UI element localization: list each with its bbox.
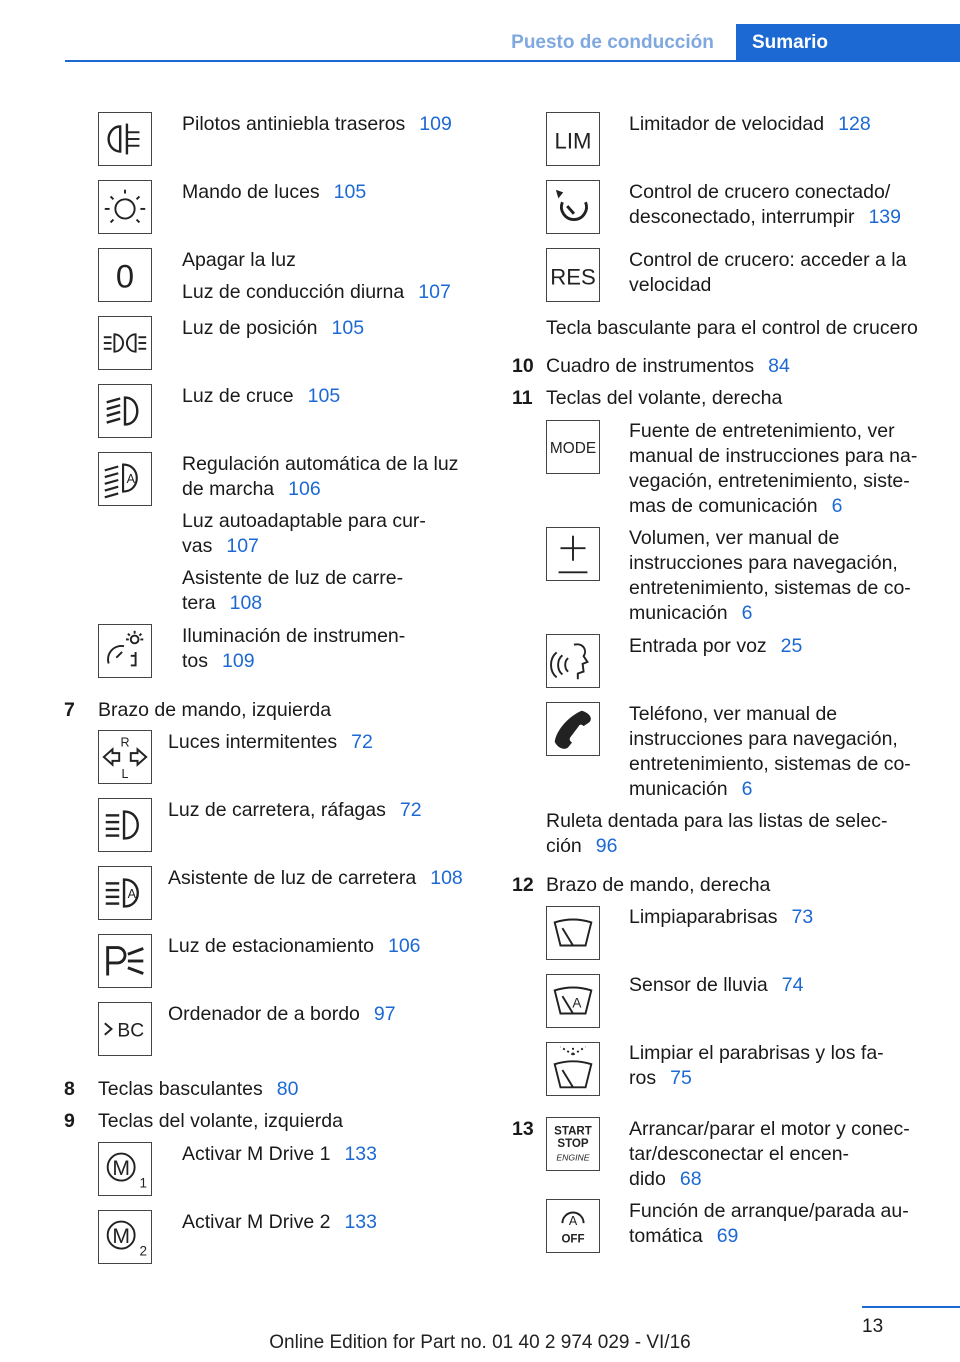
icon-label: MODE [549, 439, 597, 457]
header-section-title: Puesto de conducción [511, 32, 714, 53]
item-label: Luces intermitentes [168, 731, 338, 753]
item-label: Limitador de velocidad [629, 113, 825, 135]
item-label: mas de comunicación [629, 495, 818, 517]
section-number: 11 [512, 387, 533, 409]
item-label: Ordenador de a bordo [168, 1003, 360, 1025]
page-link[interactable]: 25 [780, 635, 803, 657]
item-auto-headlight [182, 452, 458, 616]
parking-lights-icon [98, 316, 152, 370]
footer-rule [862, 1306, 960, 1308]
svg-text:0: 0 [115, 257, 135, 295]
page-link[interactable]: 133 [344, 1143, 377, 1165]
light-switch-icon [98, 180, 152, 234]
mode-button-icon [546, 420, 600, 474]
item-label: Fuente de entretenimiento, ver [629, 420, 895, 442]
item-m-drive-1 [182, 1142, 377, 1167]
item-label: tera [182, 592, 216, 614]
section-number: 9 [64, 1110, 75, 1132]
item-label: Regulación automática de la luz [182, 453, 459, 475]
item-speed-limiter [629, 112, 871, 137]
section-title: Brazo de mando, izquierda [98, 699, 332, 721]
section-title-text: Cuadro de instrumentos [546, 355, 755, 377]
page-link[interactable]: 139 [868, 206, 901, 228]
icon-letter: A [127, 886, 136, 901]
page-link[interactable]: 106 [288, 478, 321, 500]
icon-label: OFF [561, 1233, 585, 1246]
page-link[interactable]: 105 [331, 317, 365, 339]
item-light-switch [182, 180, 366, 205]
rear-fog-light-icon [98, 112, 152, 166]
item-label: Arrancar/parar el motor y conec- [629, 1118, 910, 1140]
icon-letter: R [120, 735, 130, 750]
item-voice-input [629, 634, 802, 659]
page-link[interactable]: 72 [351, 731, 373, 753]
m-drive-2-icon [98, 1210, 152, 1264]
voice-input-icon [546, 634, 600, 688]
item-label: vas [182, 535, 213, 557]
item-wipers [629, 905, 813, 930]
volume-icon [546, 527, 600, 581]
turn-signal-icon [98, 730, 152, 784]
page-link[interactable]: 6 [741, 778, 753, 800]
item-entertainment-source [629, 419, 917, 519]
item-high-beam [168, 798, 422, 823]
icon-label: 2 [139, 1243, 148, 1259]
page-link[interactable]: 84 [768, 355, 790, 377]
item-label: tos [182, 650, 209, 672]
washer-icon [546, 1042, 600, 1096]
item-label: Luz de cruce [182, 385, 294, 407]
item-label: Mando de luces [182, 181, 320, 203]
item-label: velocidad [629, 274, 712, 296]
item-lights-off [182, 248, 451, 305]
item-label: manual de instrucciones para na- [629, 445, 918, 467]
instrument-lighting-icon [98, 624, 152, 678]
item-label: ros [629, 1067, 657, 1089]
page-link[interactable]: 96 [595, 835, 618, 857]
page-link[interactable]: 108 [229, 592, 263, 614]
lights-off-icon [98, 248, 152, 302]
item-label: Luz autoadaptable para cur- [182, 510, 426, 532]
item-cruise-control [629, 180, 901, 230]
icon-letter: A [572, 995, 582, 1011]
item-label: Teléfono, ver manual de [629, 703, 838, 725]
page-link[interactable]: 106 [387, 935, 421, 957]
page-link[interactable]: 128 [838, 113, 871, 135]
icon-letter: A [568, 1214, 578, 1229]
item-parking-lights [182, 316, 364, 341]
icon-label: STOP [557, 1137, 589, 1150]
page-link[interactable]: 105 [307, 385, 341, 407]
item-label: desconectado, interrumpir [629, 206, 855, 228]
phone-icon [546, 702, 600, 756]
item-label: Función de arranque/parada au- [629, 1200, 909, 1222]
item-label: vegación, entretenimiento, siste- [629, 470, 910, 492]
item-label: entretenimiento, sistemas de co- [629, 753, 911, 775]
page-link[interactable]: 80 [276, 1078, 299, 1100]
item-label: de marcha [182, 478, 275, 500]
item-label: Entrada por voz [629, 635, 767, 657]
page-link[interactable]: 108 [430, 867, 463, 889]
wiper-icon [546, 906, 600, 960]
item-label: Limpiar el parabrisas y los fa- [629, 1042, 884, 1064]
page-link[interactable]: 75 [670, 1067, 692, 1089]
item-turn-signals [168, 730, 373, 755]
section-title-text: Teclas basculantes [98, 1078, 263, 1100]
icon-label: START [554, 1125, 592, 1138]
item-label: municación [629, 778, 728, 800]
icon-letter: A [126, 471, 135, 486]
item-label: Luz de posición [182, 317, 318, 339]
section-number: 12 [512, 874, 534, 896]
item-label: Sensor de lluvia [629, 974, 768, 996]
onboard-computer-icon [98, 1002, 152, 1056]
item-parking-light [168, 934, 421, 959]
edition-footer: Online Edition for Part no. 01 40 2 974 029 - VI/16 [269, 1332, 691, 1353]
icon-letter: L [121, 767, 129, 782]
item-label: tar/desconectar el encen- [629, 1143, 850, 1165]
auto-start-stop-icon [546, 1199, 600, 1253]
item-label: Activar M Drive 1 [182, 1143, 331, 1165]
item-label: Activar M Drive 2 [182, 1211, 331, 1233]
item-label: Luz de estacionamiento [168, 935, 374, 957]
item-phone [629, 702, 911, 802]
item-label: municación [629, 602, 728, 624]
page-link[interactable]: 69 [716, 1225, 739, 1247]
parking-light-p-icon [98, 934, 152, 988]
page-link[interactable]: 73 [791, 906, 814, 928]
item-rain-sensor [629, 973, 803, 998]
section-title [546, 354, 790, 379]
page-link[interactable]: 107 [226, 535, 259, 557]
item-label: entretenimiento, sistemas de co- [629, 577, 911, 599]
page-link[interactable]: 97 [373, 1003, 396, 1025]
page-link[interactable]: 109 [419, 113, 452, 135]
item-volume [629, 526, 911, 626]
item-label: Limpiaparabrisas [629, 906, 778, 928]
icon-label: M [112, 1224, 130, 1248]
speed-limiter-icon [546, 112, 600, 166]
thumbwheel-label [546, 809, 887, 859]
item-label: Control de crucero: acceder a la [629, 249, 907, 271]
section-title: Brazo de mando, derecha [546, 874, 771, 896]
section-title: Teclas del volante, izquierda [98, 1110, 343, 1132]
item-label: Pilotos antiniebla traseros [182, 113, 406, 135]
item-label: Luz de carretera, ráfagas [168, 799, 386, 821]
section-number: 10 [512, 355, 534, 377]
header-rule [65, 60, 960, 62]
cruise-rocker-label: Tecla basculante para el control de crucero [546, 317, 918, 339]
page-link[interactable]: 105 [333, 181, 367, 203]
item-high-beam-assistant [168, 866, 463, 891]
item-label: instrucciones para navegación, [629, 728, 898, 750]
header-tab-sumario[interactable]: Sumario [736, 24, 960, 62]
icon-label: 1 [139, 1175, 148, 1191]
item-label: Luz de conducción diurna [182, 281, 405, 303]
item-label: Iluminación de instrumen- [182, 625, 406, 647]
section-number: 8 [64, 1078, 75, 1100]
section-number: 7 [64, 699, 75, 721]
page-link[interactable]: 6 [831, 495, 843, 517]
page-number: 13 [862, 1316, 884, 1337]
m-drive-1-icon [98, 1142, 152, 1196]
item-washer [629, 1041, 884, 1091]
item-label: Volumen, ver manual de [629, 527, 840, 549]
item-label: tomática [629, 1225, 703, 1247]
section-title: Teclas del volante, derecha [546, 387, 783, 409]
page-link[interactable]: 68 [679, 1168, 702, 1190]
item-instrument-lighting [182, 624, 405, 674]
icon-label: RES [550, 264, 596, 290]
auto-headlight-icon [98, 452, 152, 506]
icon-label: ENGINE [556, 1152, 590, 1163]
rain-sensor-icon [546, 974, 600, 1028]
item-label: Asistente de luz de carretera [168, 867, 417, 889]
item-resume-speed [629, 248, 906, 298]
resume-speed-icon [546, 248, 600, 302]
item-rear-fog [182, 112, 452, 137]
item-low-beam [182, 384, 340, 409]
page-link[interactable]: 72 [399, 799, 422, 821]
item-label: Control de crucero conectado/ [629, 181, 891, 203]
item-onboard-computer [168, 1002, 396, 1027]
item-label: Apagar la luz [182, 249, 296, 271]
item-label: Ruleta dentada para las listas de selec- [546, 810, 888, 832]
item-label: Asistente de luz de carre- [182, 567, 404, 589]
high-beam-icon [98, 798, 152, 852]
section-title [98, 1077, 298, 1102]
item-auto-start-stop [629, 1199, 909, 1249]
icon-label: LIM [554, 128, 592, 154]
cruise-control-icon [546, 180, 600, 234]
item-label: instrucciones para navegación, [629, 552, 898, 574]
item-label: ción [546, 835, 582, 857]
item-start-stop [629, 1117, 910, 1192]
page-link[interactable]: 133 [344, 1211, 377, 1233]
icon-label: BC [117, 1020, 145, 1042]
page-link[interactable]: 107 [418, 281, 451, 303]
item-m-drive-2 [182, 1210, 377, 1235]
section-number: 13 [512, 1118, 534, 1140]
start-stop-icon [546, 1117, 600, 1171]
low-beam-icon [98, 384, 152, 438]
item-label: dido [629, 1168, 666, 1190]
icon-label: M [112, 1156, 130, 1180]
page-link[interactable]: 109 [222, 650, 255, 672]
high-beam-assistant-icon [98, 866, 152, 920]
page-link[interactable]: 6 [741, 602, 753, 624]
page-link[interactable]: 74 [781, 974, 804, 996]
